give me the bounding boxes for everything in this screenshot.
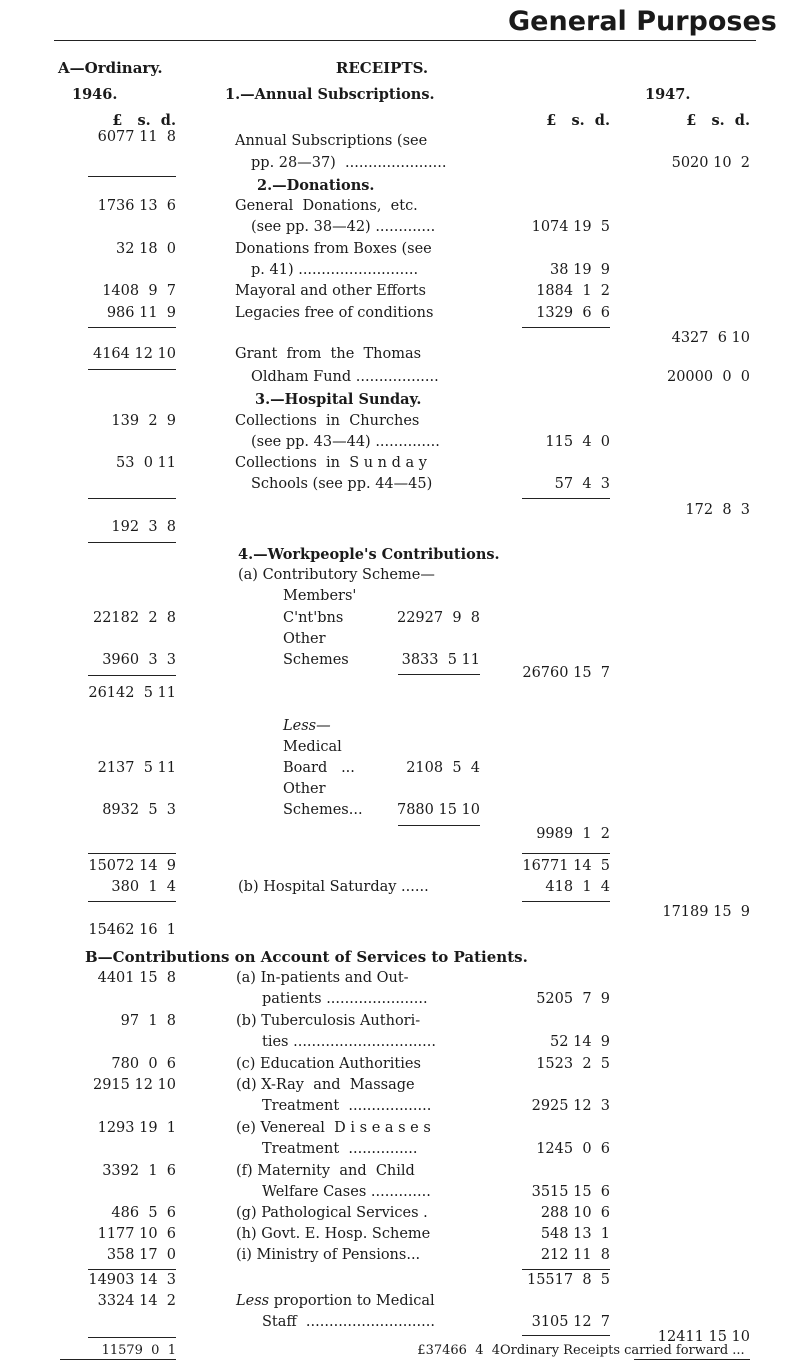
b-row-1946: 3392 1 6 bbox=[102, 1163, 176, 1179]
b-row-desc-2: patients ...................... bbox=[262, 991, 428, 1007]
b-row-1946: 97 1 8 bbox=[120, 1013, 176, 1029]
oldham-fund-1947: 20000 0 0 bbox=[666, 369, 750, 385]
b-less-desc-text: proportion to Medical bbox=[269, 1293, 435, 1309]
rule bbox=[88, 675, 176, 676]
carried-forward-text: Ordinary Receipts carried forward ... bbox=[500, 1343, 745, 1358]
b-net-1946: 11579 0 1 bbox=[101, 1343, 176, 1358]
rule bbox=[522, 853, 610, 854]
sunday-schools-desc-2: Schools (see pp. 44—45) bbox=[251, 476, 433, 492]
less-total-1947: 9989 1 2 bbox=[536, 826, 610, 842]
rule bbox=[88, 327, 176, 328]
oldham-fund-desc: Grant from the Thomas bbox=[235, 346, 422, 362]
donations-total-1947: 4327 6 10 bbox=[671, 330, 750, 346]
row-hospital-saturday-1947: 418 1 4 bbox=[545, 879, 610, 895]
legacies-desc: Legacies free of conditions bbox=[235, 305, 434, 321]
b-row-desc: (d) X-Ray and Massage bbox=[236, 1077, 415, 1093]
page-title: General Purposes bbox=[508, 6, 777, 37]
b-row-1947: 1245 0 6 bbox=[536, 1141, 610, 1157]
boxes-desc: Donations from Boxes (see bbox=[235, 241, 432, 257]
row-members-1946: 22182 2 8 bbox=[92, 610, 176, 626]
b-row-1947: 52 14 9 bbox=[550, 1034, 610, 1050]
b-row-1947: 3515 15 6 bbox=[531, 1184, 610, 1200]
row-other-schemes-less-1946: 8932 5 3 bbox=[102, 802, 176, 818]
row-annual-subs-1947: 5020 10 2 bbox=[671, 155, 750, 171]
rule bbox=[88, 1269, 176, 1270]
row-members-1947: 22927 9 8 bbox=[396, 610, 480, 626]
b-row-1946: 2915 12 10 bbox=[92, 1077, 176, 1093]
oldham-fund-desc-2: Oldham Fund .................. bbox=[251, 369, 439, 385]
churches-desc: Collections in Churches bbox=[235, 413, 420, 429]
other-desc: Other bbox=[283, 631, 326, 647]
row-boxes-1947: 38 19 9 bbox=[550, 262, 610, 278]
units-right: £ s. d. bbox=[686, 112, 750, 129]
row-medical-board-1946: 2137 5 11 bbox=[97, 760, 176, 776]
b-row-1947: 5205 7 9 bbox=[536, 991, 610, 1007]
donations-total-1946: 4164 12 10 bbox=[92, 346, 176, 362]
rule bbox=[522, 1335, 610, 1336]
contributory-total-1947: 26760 15 7 bbox=[522, 665, 610, 681]
rule bbox=[522, 1269, 610, 1270]
b-row-1947: 1523 2 5 bbox=[536, 1056, 610, 1072]
b-row-1947: 288 10 6 bbox=[540, 1205, 610, 1221]
workpeople-net-1947: 16771 14 5 bbox=[522, 858, 610, 874]
row-sunday-schools-1946: 53 0 11 bbox=[116, 455, 176, 471]
schemes-desc: Schemes bbox=[283, 652, 349, 668]
workpeople-total-1946: 15462 16 1 bbox=[88, 922, 176, 938]
b-row-1946: 4401 15 8 bbox=[97, 970, 176, 986]
b-row-1946: 486 5 6 bbox=[111, 1205, 176, 1221]
b-row-desc-2: Treatment ............... bbox=[262, 1141, 418, 1157]
annual-subs-desc: Annual Subscriptions (see bbox=[235, 133, 428, 149]
mayoral-desc: Mayoral and other Efforts bbox=[235, 283, 426, 299]
row-other-schemes-1947: 3833 5 11 bbox=[401, 652, 480, 668]
board-desc: Board ... bbox=[283, 760, 355, 776]
row-churches-1946: 139 2 9 bbox=[111, 413, 176, 429]
workpeople-heading: 4.—Workpeople's Contributions. bbox=[238, 546, 500, 563]
members-desc: Members' bbox=[283, 588, 357, 604]
row-mayoral-1947: 1884 1 2 bbox=[536, 283, 610, 299]
units-left: £ s. d. bbox=[112, 112, 176, 129]
b-row-1946: 780 0 6 bbox=[111, 1056, 176, 1072]
contributory-total-1946: 26142 5 11 bbox=[88, 685, 176, 701]
row-hospital-saturday-1946: 380 1 4 bbox=[111, 879, 176, 895]
b-row-desc: (h) Govt. E. Hosp. Scheme bbox=[236, 1226, 431, 1242]
rule bbox=[522, 327, 610, 328]
hospital-saturday-desc: (b) Hospital Saturday ...... bbox=[238, 879, 429, 895]
rule bbox=[88, 901, 176, 902]
members-cntbns-desc: C'nt'bns bbox=[283, 610, 344, 626]
section-heading: A—Ordinary. bbox=[58, 59, 163, 77]
units-middle: £ s. d. bbox=[546, 112, 610, 129]
b-row-1946: 1293 19 1 bbox=[97, 1120, 176, 1136]
row-medical-board-1947: 2108 5 4 bbox=[406, 760, 480, 776]
b-row-desc: (b) Tuberculosis Authori- bbox=[236, 1013, 421, 1029]
general-donations-desc: General Donations, etc. bbox=[235, 198, 418, 214]
rule bbox=[88, 176, 176, 177]
row-other-schemes-less-1947: 7880 15 10 bbox=[396, 802, 480, 818]
boxes-desc-2: p. 41) .......................... bbox=[251, 262, 419, 278]
rule bbox=[88, 1337, 176, 1338]
section-b-heading: B—Contributions on Account of Services to Patients. bbox=[85, 948, 528, 966]
b-row-desc: (g) Pathological Services . bbox=[236, 1205, 428, 1221]
row-general-donations-1947: 1074 19 5 bbox=[531, 219, 610, 235]
general-donations-desc-2: (see pp. 38—42) ............. bbox=[251, 219, 436, 235]
b-row-1947: 548 13 1 bbox=[540, 1226, 610, 1242]
less-label: Less— bbox=[283, 718, 331, 734]
b-row-desc-2: Welfare Cases ............. bbox=[262, 1184, 431, 1200]
b-row-desc: (f) Maternity and Child bbox=[236, 1163, 415, 1179]
donations-heading: 2.—Donations. bbox=[257, 177, 375, 194]
churches-desc-2: (see pp. 43—44) .............. bbox=[251, 434, 440, 450]
workpeople-net-1946: 15072 14 9 bbox=[88, 858, 176, 874]
b-row-1947: 2925 12 3 bbox=[531, 1098, 610, 1114]
medical-desc: Medical bbox=[283, 739, 342, 755]
rule bbox=[88, 542, 176, 543]
schemes-desc-2: Schemes... bbox=[283, 802, 363, 818]
b-row-desc: (a) In-patients and Out- bbox=[236, 970, 409, 986]
b-net-1947: 12411 15 10 bbox=[657, 1329, 750, 1345]
header-rule bbox=[54, 40, 756, 41]
rule bbox=[398, 674, 480, 675]
b-row-1946: 358 17 0 bbox=[106, 1247, 176, 1263]
grand-total-1946: £37466 4 4 bbox=[417, 1343, 500, 1358]
b-row-desc-2: ties ............................... bbox=[262, 1034, 436, 1050]
rule bbox=[88, 369, 176, 370]
row-other-schemes-1946: 3960 3 3 bbox=[102, 652, 176, 668]
b-row-desc: (c) Education Authorities bbox=[236, 1056, 421, 1072]
row-general-donations-1946: 1736 13 6 bbox=[97, 198, 176, 214]
hospital-sunday-total-1946: 192 3 8 bbox=[111, 519, 176, 535]
rule bbox=[398, 825, 480, 826]
b-less-desc-2: Staff ............................ bbox=[262, 1314, 435, 1330]
rule bbox=[522, 901, 610, 902]
row-sunday-schools-1947: 57 4 3 bbox=[554, 476, 610, 492]
rule bbox=[88, 853, 176, 854]
b-subtotal-1946: 14903 14 3 bbox=[88, 1272, 176, 1288]
rule bbox=[522, 498, 610, 499]
row-annual-subs-1946: 6077 11 8 bbox=[97, 129, 176, 145]
rule bbox=[634, 1359, 750, 1360]
b-row-desc: (i) Ministry of Pensions... bbox=[236, 1247, 421, 1263]
row-legacies-1947: 1329 6 6 bbox=[536, 305, 610, 321]
b-subtotal-1947: 15517 8 5 bbox=[526, 1272, 610, 1288]
b-row-desc-2: Treatment .................. bbox=[262, 1098, 432, 1114]
rule bbox=[88, 498, 176, 499]
year-1946: 1946. bbox=[72, 86, 118, 103]
annual-subscriptions-heading: 1.—Annual Subscriptions. bbox=[225, 86, 435, 103]
row-boxes-1946: 32 18 0 bbox=[116, 241, 176, 257]
rule bbox=[60, 1359, 176, 1360]
hospital-sunday-heading: 3.—Hospital Sunday. bbox=[255, 391, 422, 408]
b-less-1947: 3105 12 7 bbox=[531, 1314, 610, 1330]
other-desc-2: Other bbox=[283, 781, 326, 797]
hospital-sunday-total-1947: 172 8 3 bbox=[685, 502, 750, 518]
b-less-1946: 3324 14 2 bbox=[97, 1293, 176, 1309]
year-1947: 1947. bbox=[645, 86, 691, 103]
row-churches-1947: 115 4 0 bbox=[545, 434, 610, 450]
b-less-desc bbox=[236, 1293, 435, 1310]
b-row-1947: 212 11 8 bbox=[540, 1247, 610, 1263]
b-row-desc: (e) Venereal D i s e a s e s bbox=[236, 1120, 431, 1136]
less-word: Less bbox=[236, 1293, 270, 1309]
row-mayoral-1946: 1408 9 7 bbox=[102, 283, 176, 299]
receipts-heading: RECEIPTS. bbox=[335, 59, 429, 77]
sunday-schools-desc: Collections in S u n d a y bbox=[235, 455, 427, 471]
workpeople-total-1947: 17189 15 9 bbox=[662, 904, 750, 920]
annual-subs-desc-2: pp. 28—37) ...................... bbox=[251, 155, 447, 171]
contributory-scheme-desc: (a) Contributory Scheme— bbox=[238, 567, 435, 583]
row-legacies-1946: 986 11 9 bbox=[106, 305, 176, 321]
b-row-1946: 1177 10 6 bbox=[97, 1226, 176, 1242]
